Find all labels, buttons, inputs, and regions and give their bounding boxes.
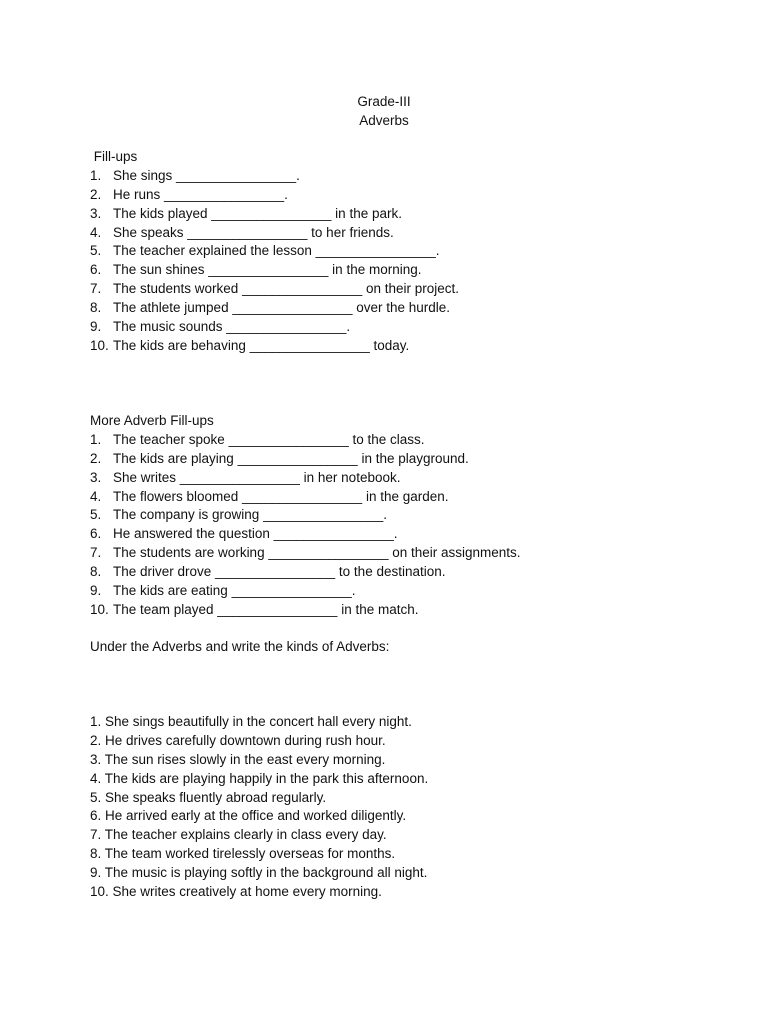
sentence-item: 4. The kids are playing happily in the park this afternoon. bbox=[90, 770, 429, 786]
fill-up-item bbox=[90, 563, 730, 582]
item-text: He runs ________________. bbox=[113, 186, 288, 202]
item-text: The students are working ________________ on their assignments. bbox=[113, 545, 521, 561]
item-number: 2. bbox=[90, 450, 102, 466]
fill-up-item bbox=[90, 224, 730, 243]
sentence-item: 2. He drives carefully downtown during rush hour. bbox=[90, 732, 386, 748]
item-number: 7. bbox=[90, 545, 102, 561]
item-text: The kids are playing ________________ in the playground. bbox=[113, 450, 469, 466]
fill-up-item bbox=[90, 280, 730, 299]
item-number: 4. bbox=[90, 224, 102, 240]
item-number: 5. bbox=[90, 507, 102, 523]
item-text: The kids played ________________ in the park. bbox=[113, 205, 402, 221]
item-text: The flowers bloomed ________________ in the garden. bbox=[113, 488, 449, 504]
fill-up-item bbox=[90, 506, 730, 525]
item-text: The sun shines ________________ in the morning. bbox=[113, 262, 422, 278]
fill-up-item bbox=[90, 242, 730, 261]
adverb-kinds-instruction bbox=[90, 638, 730, 657]
item-number: 4. bbox=[90, 488, 102, 504]
fill-up-item bbox=[90, 544, 730, 563]
instruction-heading: Under the Adverbs and write the kinds of Adverbs: bbox=[90, 639, 390, 654]
fill-up-item bbox=[90, 337, 730, 356]
fill-ups-section bbox=[90, 148, 730, 356]
item-number: 8. bbox=[90, 564, 102, 580]
item-number: 3. bbox=[90, 469, 102, 485]
sentence-item: 7. The teacher explains clearly in class every day. bbox=[90, 827, 387, 843]
item-text: The music sounds ________________. bbox=[113, 319, 351, 335]
more-fill-ups-heading: More Adverb Fill-ups bbox=[90, 413, 214, 428]
item-number: 2. bbox=[90, 186, 102, 202]
item-number: 6. bbox=[90, 262, 102, 278]
item-number: 3. bbox=[90, 205, 102, 221]
item-text: The kids are behaving ________________ today. bbox=[113, 337, 410, 353]
page-title: Grade-III bbox=[357, 94, 411, 109]
sentence-item: 1. She sings beautifully in the concert hall every night. bbox=[90, 714, 412, 729]
item-number: 10. bbox=[90, 337, 109, 353]
fill-up-item bbox=[90, 299, 730, 318]
item-text: He answered the question ________________. bbox=[113, 526, 398, 542]
item-number: 1. bbox=[90, 167, 102, 183]
item-text: The students worked ________________ on their project. bbox=[113, 281, 459, 297]
item-text: She writes ________________ in her notebook. bbox=[113, 469, 401, 485]
fill-up-item bbox=[90, 582, 730, 601]
fill-up-item bbox=[90, 525, 730, 544]
item-text: The team played ________________ in the match. bbox=[113, 601, 419, 617]
item-number: 9. bbox=[90, 583, 102, 599]
item-text: She speaks ________________ to her friends. bbox=[113, 224, 394, 240]
fill-up-item bbox=[90, 205, 730, 224]
item-text: The teacher spoke ________________ to the class. bbox=[113, 431, 425, 447]
fill-up-item bbox=[90, 450, 730, 469]
item-number: 1. bbox=[90, 431, 102, 447]
item-number: 9. bbox=[90, 319, 102, 335]
fill-up-item bbox=[90, 488, 730, 507]
fill-up-item bbox=[90, 167, 730, 186]
item-text: The athlete jumped ________________ over the hurdle. bbox=[113, 300, 451, 316]
sentence-item: 9. The music is playing softly in the background all night. bbox=[90, 865, 428, 881]
item-number: 7. bbox=[90, 281, 102, 297]
item-number: 8. bbox=[90, 300, 102, 316]
item-number: 6. bbox=[90, 526, 102, 542]
item-text: The driver drove ________________ to the destination. bbox=[113, 564, 446, 580]
item-number: 5. bbox=[90, 243, 102, 259]
adverb-sentences-list bbox=[90, 713, 730, 902]
fill-up-item bbox=[90, 261, 730, 280]
item-text: The kids are eating ________________. bbox=[113, 583, 356, 599]
sentence-item: 10. She writes creatively at home every morning. bbox=[90, 884, 382, 900]
fill-up-item bbox=[90, 318, 730, 337]
item-number: 10. bbox=[90, 601, 109, 617]
sentence-item: 5. She speaks fluently abroad regularly. bbox=[90, 789, 327, 805]
sentence-item: 3. The sun rises slowly in the east every morning. bbox=[90, 751, 386, 767]
fill-up-item bbox=[90, 186, 730, 205]
page-subtitle: Adverbs bbox=[359, 113, 409, 128]
sentence-item: 6. He arrived early at the office and worked diligently. bbox=[90, 808, 407, 824]
more-fill-ups-section bbox=[90, 412, 730, 620]
fill-up-item bbox=[90, 469, 730, 488]
item-text: The teacher explained the lesson ________________. bbox=[113, 243, 440, 259]
sentence-item: 8. The team worked tirelessly overseas for months. bbox=[90, 846, 396, 862]
fill-ups-heading: Fill-ups bbox=[90, 149, 138, 164]
item-text: The company is growing ________________. bbox=[113, 507, 387, 523]
fill-up-item bbox=[90, 431, 730, 450]
fill-up-item bbox=[90, 601, 730, 620]
item-text: She sings ________________. bbox=[113, 167, 300, 183]
